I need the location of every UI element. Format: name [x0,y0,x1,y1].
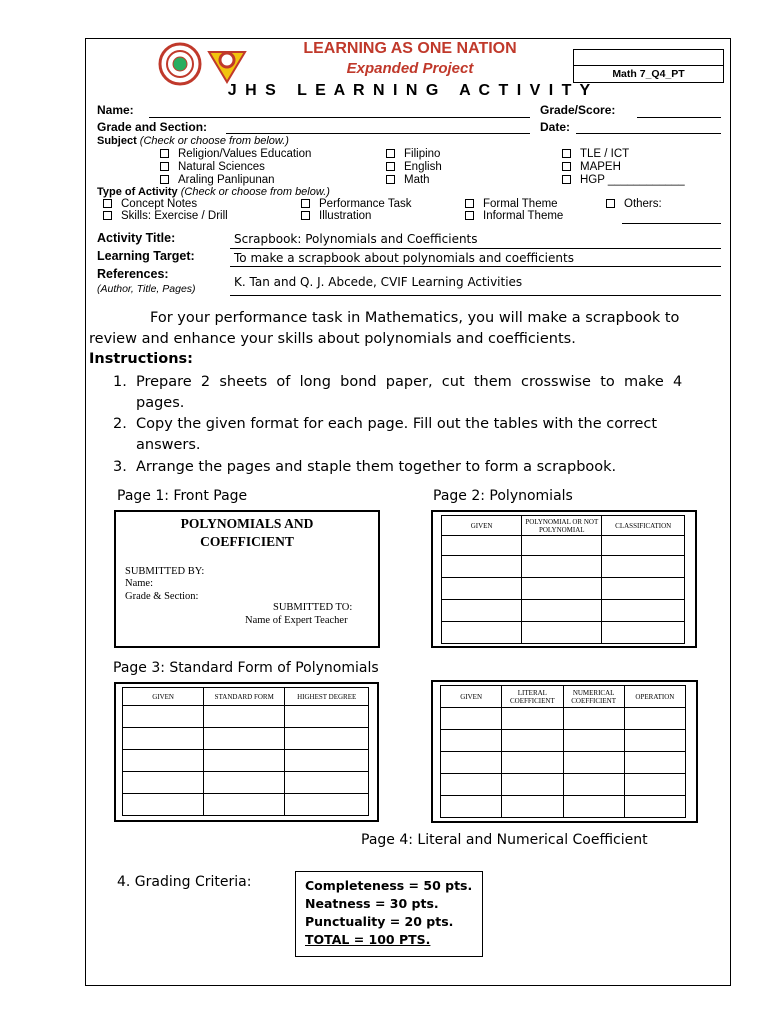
instruction-1-line-2: pages. [136,395,185,411]
table-cell[interactable] [624,730,685,752]
grade-section-label: Grade and Section: [97,120,208,134]
table-cell[interactable] [442,600,522,622]
table-cell[interactable] [502,708,563,730]
checkbox-icon[interactable] [465,211,474,220]
table-cell[interactable] [123,772,204,794]
grade-score-line[interactable] [637,117,721,118]
table-cell[interactable] [502,752,563,774]
table-cell[interactable] [285,794,369,816]
table-cell[interactable] [123,706,204,728]
table-cell[interactable] [442,622,522,644]
checkbox-icon[interactable] [386,149,395,158]
standard-form-table [122,687,369,816]
header-given: GIVEN [442,516,522,536]
checkbox-icon[interactable] [301,211,310,220]
learning-target-value: To make a scrapbook about polynomials and coefficients [234,251,574,265]
table-cell[interactable] [522,536,602,556]
instruction-2-line-2: answers. [136,437,201,453]
table-cell[interactable] [602,578,685,600]
table-cell[interactable] [123,750,204,772]
instruction-3-line-1: Arrange the pages and staple them together to form a scrapbook. [136,459,617,475]
table-cell[interactable] [441,752,502,774]
table-cell[interactable] [204,772,285,794]
table-cell[interactable] [522,622,602,644]
expert-teacher: Name of Expert Teacher [245,615,348,626]
front-page-title-1: POLYNOMIALS AND [180,516,314,531]
subject-religion[interactable]: Religion/Values Education [160,148,311,160]
header-numerical-coefficient: NUMERICAL COEFFICIENT [563,686,624,708]
table-cell[interactable] [441,796,502,818]
table-cell[interactable] [204,750,285,772]
checkbox-icon[interactable] [103,199,112,208]
table-cell[interactable] [522,600,602,622]
criteria-punctuality: Punctuality = 20 pts. [305,914,454,929]
name-line[interactable] [149,117,530,118]
header-given: GIVEN [441,686,502,708]
checkbox-icon[interactable] [386,175,395,184]
checkbox-icon[interactable] [160,149,169,158]
submitted-by: SUBMITTED BY: [125,566,205,577]
type-informal-theme[interactable]: Informal Theme [465,210,563,222]
grade-section-line[interactable] [226,133,530,134]
subject-hgp[interactable]: HGP ____________ [562,174,685,186]
table-cell[interactable] [123,728,204,750]
table-cell[interactable] [441,730,502,752]
subject-hint: (Check or choose from below.) [139,135,289,147]
checkbox-icon[interactable] [160,162,169,171]
table-cell[interactable] [602,556,685,578]
subject-tle-ict[interactable]: TLE / ICT [562,148,629,160]
table-cell[interactable] [442,556,522,578]
references-line [230,295,721,296]
learning-target-label: Learning Target: [97,249,195,263]
activity-title-value: Scrapbook: Polynomials and Coefficients [234,232,478,246]
table-cell[interactable] [563,730,624,752]
subject-natural-sciences[interactable]: Natural Sciences [160,161,265,173]
criteria-total: TOTAL = 100 PTS. [305,932,431,947]
instruction-1-num: 1. [113,374,127,390]
grading-criteria-label: 4. Grading Criteria: [117,874,252,890]
intro-line-2: review and enhance your skills about polynomials and coefficients. [89,331,576,347]
table-cell[interactable] [285,772,369,794]
page-2-caption: Page 2: Polynomials [433,488,573,504]
checkbox-icon[interactable] [562,162,571,171]
checkbox-icon[interactable] [386,162,395,171]
submitted-to: SUBMITTED TO: [273,602,353,613]
grade-score-label: Grade/Score: [540,103,616,117]
instruction-2-line-1: Copy the given format for each page. Fill out the tables with the correct [136,416,658,432]
header-standard-form: STANDARD FORM [204,688,285,706]
table-cell[interactable] [441,708,502,730]
activity-heading: J H S L E A R N I N G A C T I V I T Y [227,82,593,99]
activity-type-hint: (Check or choose from below.) [180,186,330,198]
table-cell[interactable] [522,556,602,578]
school-seal-logo [158,42,202,86]
checkbox-icon[interactable] [301,199,310,208]
table-cell[interactable] [563,796,624,818]
table-cell[interactable] [624,774,685,796]
checkbox-icon[interactable] [103,211,112,220]
criteria-completeness: Completeness = 50 pts. [305,878,473,893]
subject-code: Math 7_Q4_PT [573,65,724,83]
checkbox-icon[interactable] [562,149,571,158]
others-line[interactable] [622,223,721,224]
table-cell[interactable] [602,622,685,644]
header-polynomial-or-not: POLYNOMIAL OR NOT POLYNOMIAL [522,516,602,536]
subject-math[interactable]: Math [386,174,430,186]
header-given: GIVEN [123,688,204,706]
date-line[interactable] [576,133,721,134]
activity-type-label: Type of Activity [97,186,178,198]
table-cell[interactable] [204,794,285,816]
table-cell[interactable] [502,774,563,796]
activity-type-heading [97,186,330,198]
table-cell[interactable] [624,796,685,818]
learning-target-line [230,266,721,267]
instruction-3-num: 3. [113,459,127,475]
table-cell[interactable] [522,578,602,600]
activity-title-line [230,248,721,249]
coefficient-table [440,685,686,818]
header-literal-coefficient: LITERAL COEFFICIENT [502,686,563,708]
page-3-caption: Page 3: Standard Form of Polynomials [113,660,379,676]
table-cell[interactable] [602,600,685,622]
table-cell[interactable] [123,794,204,816]
table-cell[interactable] [563,752,624,774]
header-highest-degree: HIGHEST DEGREE [285,688,369,706]
table-cell[interactable] [624,752,685,774]
banner-subtitle: Expanded Project [346,60,474,77]
table-cell[interactable] [624,708,685,730]
header-classification: CLASSIFICATION [602,516,685,536]
subject-heading [97,135,289,147]
checkbox-icon[interactable] [465,199,474,208]
header-operation: OPERATION [624,686,685,708]
table-cell[interactable] [285,750,369,772]
subject-filipino[interactable]: Filipino [386,148,440,160]
type-skills[interactable]: Skills: Exercise / Drill [103,210,228,222]
type-formal-theme[interactable]: Formal Theme [465,198,558,210]
instructions-heading: Instructions: [89,351,193,367]
front-page-title-2: COEFFICIENT [200,534,294,549]
subject-english[interactable]: English [386,161,442,173]
code-box-top [573,49,724,66]
type-concept-notes[interactable]: Concept Notes [103,198,197,210]
table-cell[interactable] [563,708,624,730]
table-cell[interactable] [204,728,285,750]
subject-label: Subject [97,135,137,147]
table-cell[interactable] [204,706,285,728]
table-cell[interactable] [285,728,369,750]
instruction-2-num: 2. [113,416,127,432]
table-cell[interactable] [441,774,502,796]
subject-araling-panlipunan[interactable]: Araling Panlipunan [160,174,275,186]
checkbox-icon[interactable] [160,175,169,184]
subject-mapeh[interactable]: MAPEH [562,161,621,173]
page-4-caption: Page 4: Literal and Numerical Coefficient [361,832,648,848]
table-cell[interactable] [602,536,685,556]
polynomials-table [441,515,685,644]
type-performance-task[interactable]: Performance Task [301,198,411,210]
table-cell[interactable] [442,578,522,600]
references-label: References: [97,267,169,281]
references-value: K. Tan and Q. J. Abcede, CVIF Learning Activities [234,275,523,289]
references-hint: (Author, Title, Pages) [97,283,196,295]
table-cell[interactable] [285,706,369,728]
checkbox-icon[interactable] [606,199,615,208]
type-others[interactable]: Others: [606,198,662,210]
front-grade-section: Grade & Section: [125,591,199,602]
activity-title-label: Activity Title: [97,231,176,245]
date-label: Date: [540,120,571,134]
instruction-1-line-1: Prepare 2 sheets of long bond paper, cut them crosswise to make 4 [136,374,683,390]
table-cell[interactable] [502,796,563,818]
page-1-caption: Page 1: Front Page [117,488,248,504]
checkbox-icon[interactable] [562,175,571,184]
table-cell[interactable] [563,774,624,796]
name-label: Name: [97,103,134,117]
type-illustration[interactable]: Illustration [301,210,371,222]
intro-line-1: For your performance task in Mathematics, you will make a scrapbook to [150,310,680,326]
front-name: Name: [125,578,153,589]
table-cell[interactable] [442,536,522,556]
table-cell[interactable] [502,730,563,752]
criteria-neatness: Neatness = 30 pts. [305,896,439,911]
banner-title: LEARNING AS ONE NATION [303,40,517,57]
